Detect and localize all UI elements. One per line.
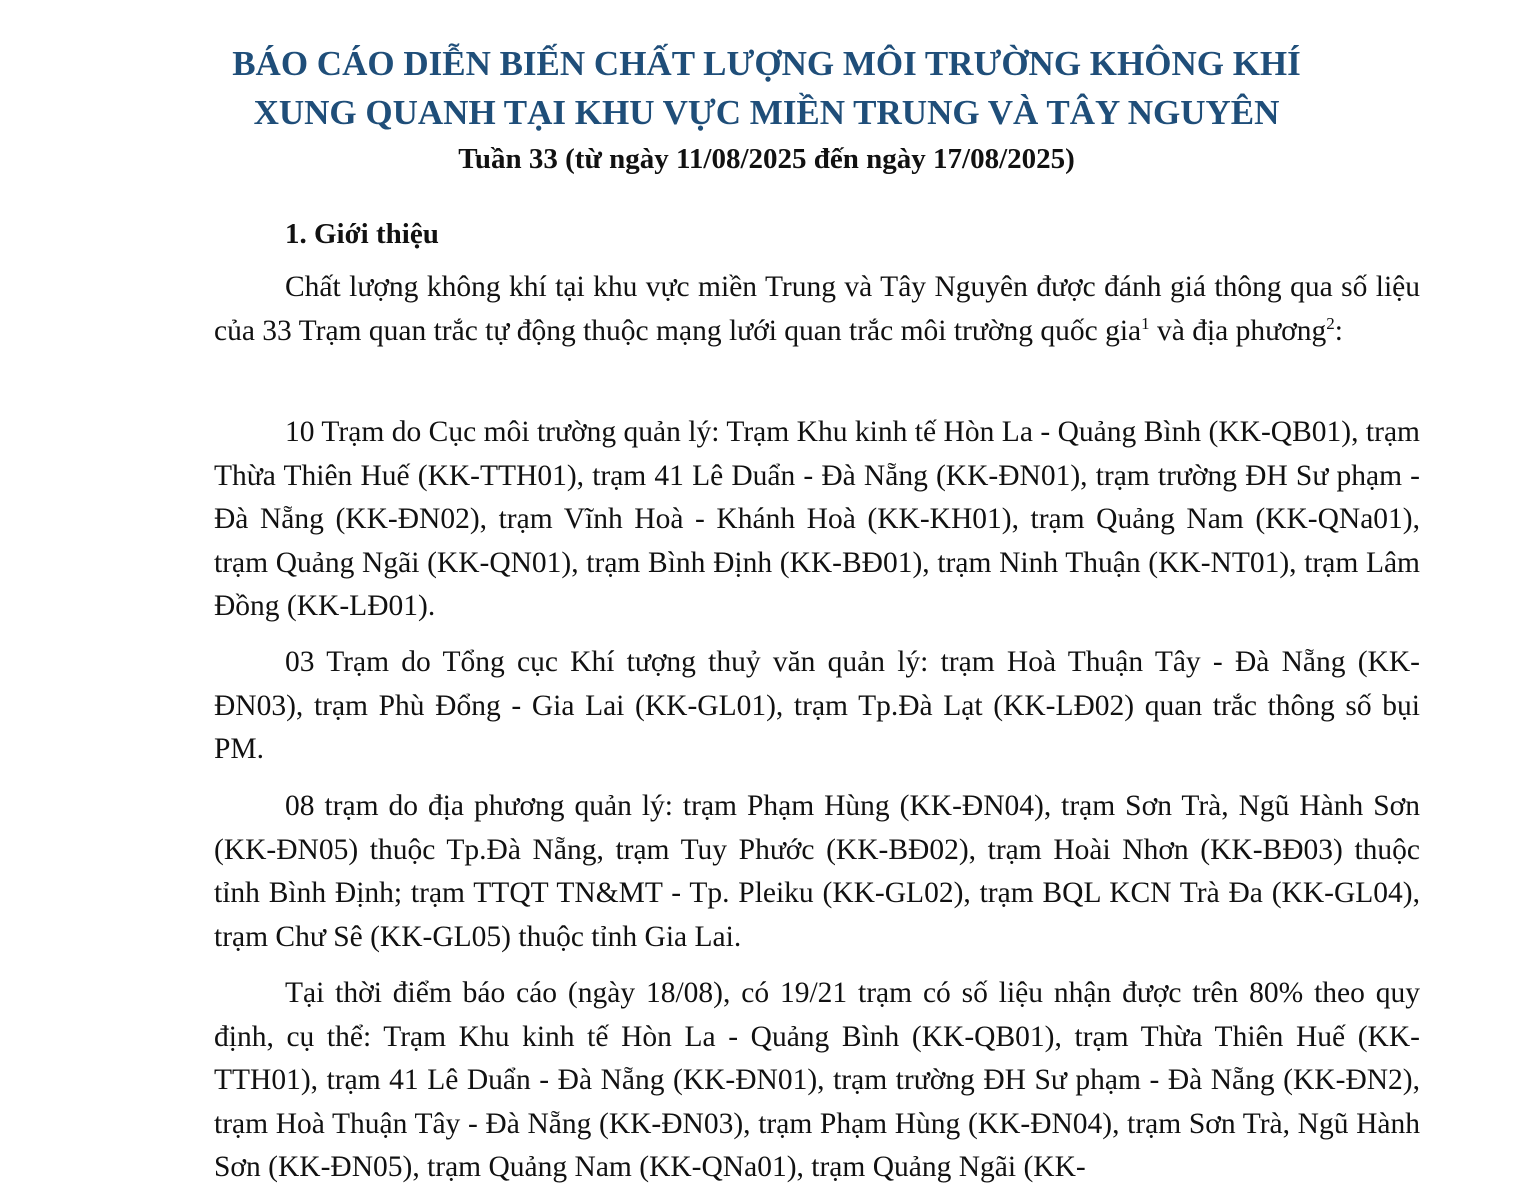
- paragraph-cuc-moi-truong-stations: 10 Trạm do Cục môi trường quản lý: Trạm Khu kinh tế Hòn La - Quảng Bình (KK-QB01), trạm Thừa Thiên Huế (KK-TTH01), trạm 41 Lê Duẩn - Đà Nẵng (KK-ĐN01), trạm trường ĐH Sư phạm - Đà Nẵng (KK-ĐN02), trạm Vĩnh Hoà - Khánh Hoà (KK-KH01), trạm Quảng Nam (KK-QNa01), trạm Quảng Ngãi (KK-QN01), trạm Bình Định (KK-BĐ01), trạm Ninh Thuận (KK-NT01), trạm Lâm Đồng (KK-LĐ01).: [214, 416, 1420, 622]
- report-title-line-1: BÁO CÁO DIỄN BIẾN CHẤT LƯỢNG MÔI TRƯỜNG KHÔNG KHÍ: [232, 44, 1301, 83]
- footnote-ref-1[interactable]: 1: [1141, 313, 1150, 333]
- intro-paragraph: [214, 266, 1420, 353]
- footnote-ref-2[interactable]: 2: [1326, 313, 1335, 333]
- intro-text-b: và địa phương: [1149, 314, 1327, 347]
- paragraph-data-status: Tại thời điểm báo cáo (ngày 18/08), có 19/21 trạm có số liệu nhận được trên 80% theo quy định, cụ thể: Trạm Khu kinh tế Hòn La - Quảng Bình (KK-QB01), trạm Thừa Thiên Huế (KK-TTH01), trạm 41 Lê Duẩn - Đà Nẵng (KK-ĐN01), trạm trường ĐH Sư phạm - Đà Nẵng (KK-ĐN2), trạm Hoà Thuận Tây - Đà Nẵng (KK-ĐN03), trạm Phạm Hùng (KK-ĐN04), trạm Sơn Trà, Ngũ Hành Sơn (KK-ĐN05), trạm Quảng Nam (KK-QNa01), trạm Quảng Ngãi (KK-: [214, 977, 1420, 1183]
- intro-text-c: :: [1334, 314, 1343, 347]
- paragraph-local-stations: 08 trạm do địa phương quản lý: trạm Phạm Hùng (KK-ĐN04), trạm Sơn Trà, Ngũ Hành Sơn (KK-ĐN05) thuộc Tp.Đà Nẵng, trạm Tuy Phước (KK-BĐ02), trạm Hoài Nhơn (KK-BĐ03) thuộc tỉnh Bình Định; trạm TTQT TN&MT - Tp. Pleiku (KK-GL02), trạm BQL KCN Trà Đa (KK-GL04), trạm Chư Sê (KK-GL05) thuộc tỉnh Gia Lai.: [214, 790, 1420, 953]
- report-subtitle-week: Tuần 33 (từ ngày 11/08/2025 đến ngày 17/08/2025): [458, 143, 1075, 175]
- section-heading-introduction: 1. Giới thiệu: [285, 218, 439, 250]
- report-title-line-2: XUNG QUANH TẠI KHU VỰC MIỀN TRUNG VÀ TÂY NGUYÊN: [253, 93, 1280, 132]
- paragraph-khi-tuong-thuy-van-stations: 03 Trạm do Tổng cục Khí tượng thuỷ văn quản lý: trạm Hoà Thuận Tây - Đà Nẵng (KK-ĐN03), trạm Phù Đổng - Gia Lai (KK-GL01), trạm Tp.Đà Lạt (KK-LĐ02) quan trắc thông số bụi PM.: [214, 646, 1420, 765]
- intro-text-a: Chất lượng không khí tại khu vực miền Trung và Tây Nguyên được đánh giá thông qua số liệu của 33 Trạm quan trắc tự động thuộc mạng lưới quan trắc môi trường quốc gia: [214, 271, 1420, 347]
